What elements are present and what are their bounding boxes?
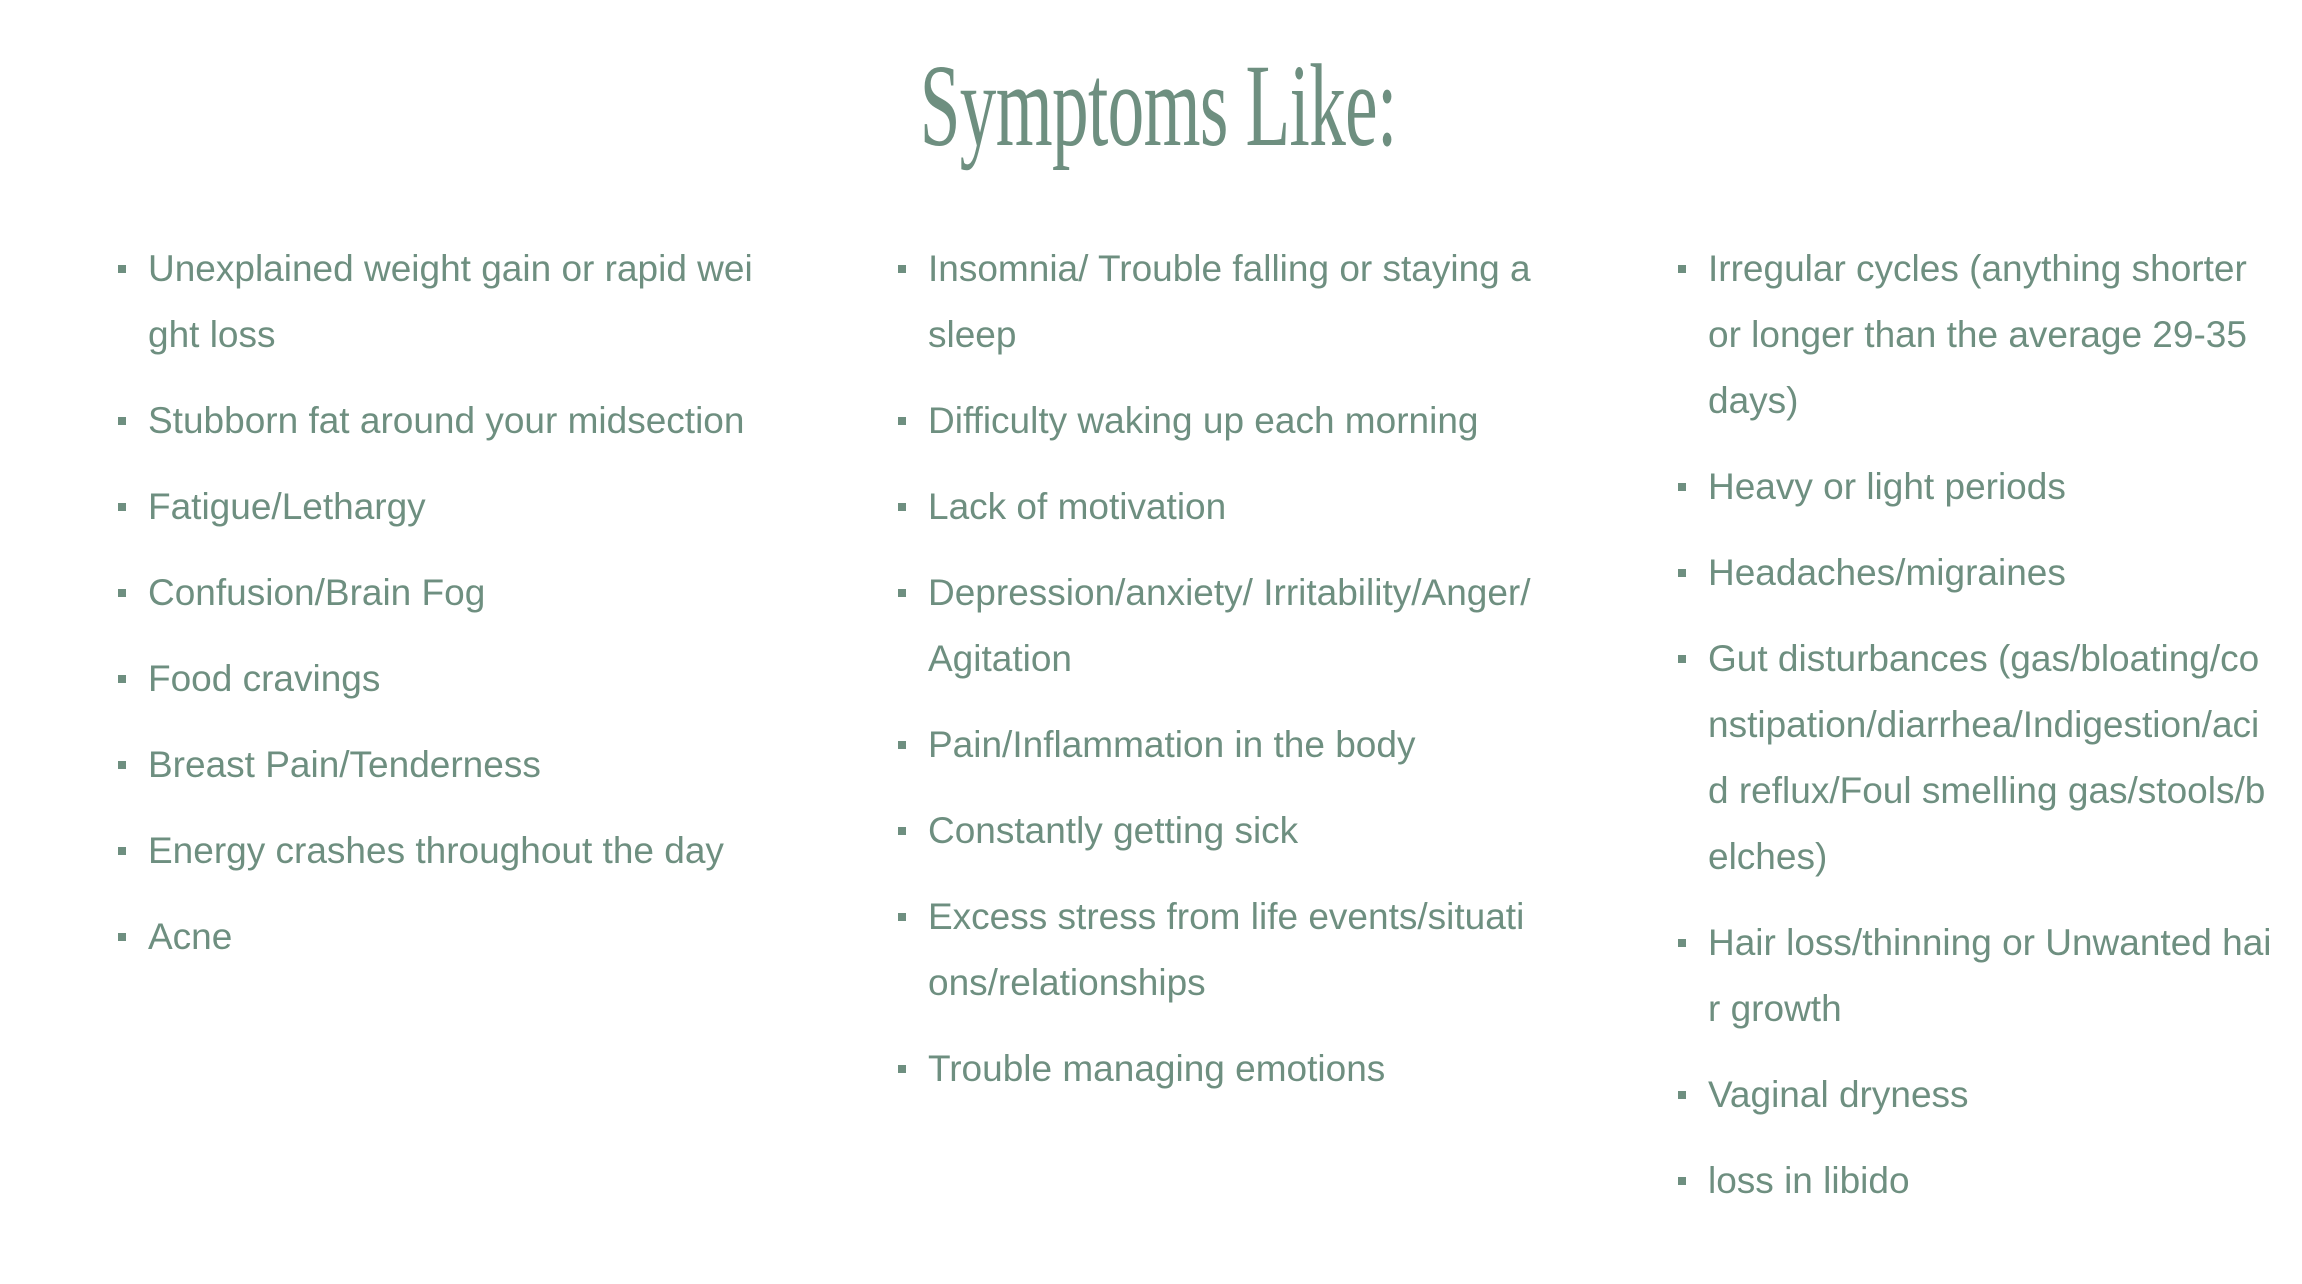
list-item (116, 388, 756, 454)
list-item-text: Breast Pain/Tenderness (148, 744, 541, 785)
list-item-text: Heavy or light periods (1708, 466, 2066, 507)
bullet-icon (898, 741, 906, 749)
list-item-text: Acne (148, 916, 233, 957)
list-item (896, 712, 1536, 778)
symptom-list-column-3 (1676, 236, 2276, 1234)
list-item (896, 560, 1536, 692)
bullet-icon (118, 503, 126, 511)
list-item (896, 388, 1536, 454)
symptom-list-column-2 (896, 236, 1536, 1122)
bullet-icon (1678, 483, 1686, 491)
bullet-icon (118, 675, 126, 683)
bullet-icon (898, 417, 906, 425)
list-item (1676, 454, 2276, 520)
bullet-icon (1678, 1091, 1686, 1099)
bullet-icon (898, 913, 906, 921)
list-item-text: Hair loss/thinning or Unwanted hair growth (1708, 922, 2272, 1029)
list-item-text: loss in libido (1708, 1160, 1910, 1201)
bullet-icon (1678, 569, 1686, 577)
list-item (116, 560, 756, 626)
bullet-icon (118, 847, 126, 855)
bullet-icon (898, 503, 906, 511)
list-item-text: Energy crashes throughout the day (148, 830, 724, 871)
list-item-text: Trouble managing emotions (928, 1048, 1386, 1089)
list-item (1676, 910, 2276, 1042)
bullet-icon (118, 265, 126, 273)
list-item-text: Lack of motivation (928, 486, 1227, 527)
list-item (1676, 1062, 2276, 1128)
list-item (116, 732, 756, 798)
list-item-text: Insomnia/ Trouble falling or staying asleep (928, 248, 1531, 355)
bullet-icon (118, 761, 126, 769)
symptom-list-column-1 (116, 236, 756, 990)
bullet-icon (1678, 939, 1686, 947)
bullet-icon (118, 589, 126, 597)
bullet-icon (118, 417, 126, 425)
list-item (116, 818, 756, 884)
list-item (896, 474, 1536, 540)
list-item-text: Unexplained weight gain or rapid weight loss (148, 248, 753, 355)
list-item-text: Constantly getting sick (928, 810, 1299, 851)
list-item (896, 798, 1536, 864)
list-item (896, 236, 1536, 368)
bullet-icon (1678, 655, 1686, 663)
list-item (116, 904, 756, 970)
list-item (896, 884, 1536, 1016)
list-item-text: Fatigue/Lethargy (148, 486, 426, 527)
list-item-text: Excess stress from life events/situations/relationships (928, 896, 1525, 1003)
list-item-text: Headaches/migraines (1708, 552, 2066, 593)
bullet-icon (898, 827, 906, 835)
list-item (1676, 626, 2276, 890)
bullet-icon (898, 1065, 906, 1073)
bullet-icon (1678, 265, 1686, 273)
list-item-text: Irregular cycles (anything shorter or longer than the average 29-35 days) (1708, 248, 2247, 421)
list-item-text: Confusion/Brain Fog (148, 572, 486, 613)
bullet-icon (1678, 1177, 1686, 1185)
list-item-text: Difficulty waking up each morning (928, 400, 1479, 441)
list-item-text: Depression/anxiety/ Irritability/Anger/Agitation (928, 572, 1531, 679)
list-item (116, 474, 756, 540)
bullet-icon (898, 265, 906, 273)
bullet-icon (118, 933, 126, 941)
list-item (116, 236, 756, 368)
list-item (1676, 540, 2276, 606)
list-item-text: Vaginal dryness (1708, 1074, 1969, 1115)
list-item (1676, 1148, 2276, 1214)
list-item-text: Stubborn fat around your midsection (148, 400, 745, 441)
list-item (116, 646, 756, 712)
page-title: Symptoms Like: (919, 40, 1397, 171)
bullet-icon (898, 589, 906, 597)
list-item-text: Pain/Inflammation in the body (928, 724, 1416, 765)
list-item (1676, 236, 2276, 434)
list-item-text: Food cravings (148, 658, 381, 699)
list-item (896, 1036, 1536, 1102)
list-item-text: Gut disturbances (gas/bloating/constipation/diarrhea/Indigestion/acid reflux/Foul smelling gas/stools/belches) (1708, 638, 2266, 877)
